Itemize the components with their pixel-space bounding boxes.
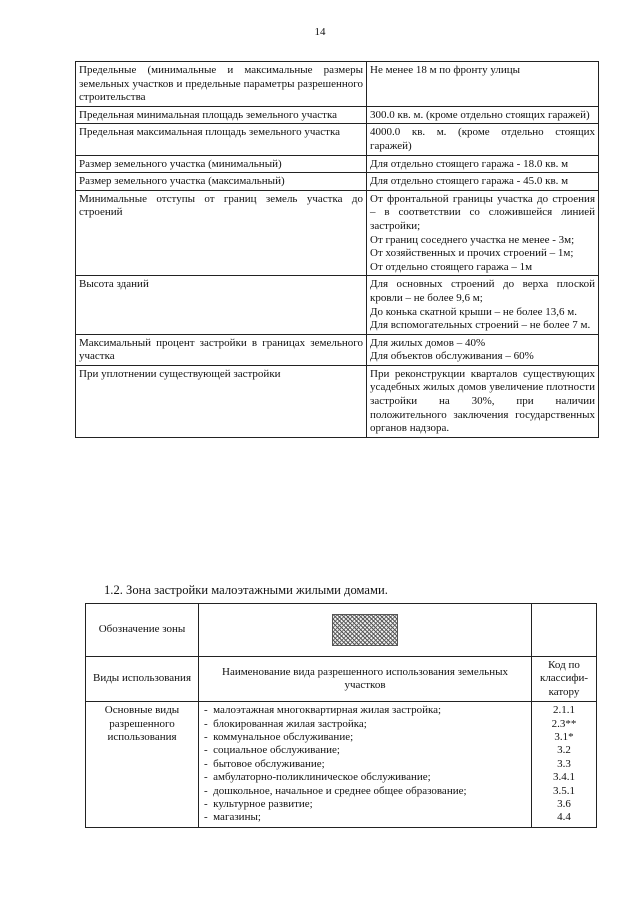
use-code: 3.3: [557, 757, 571, 770]
param-value-cell: [367, 124, 599, 155]
params-row: [76, 173, 599, 191]
param-value-cell: [367, 190, 599, 276]
param-value: Не менее 18 м по фронту улицы: [370, 64, 521, 76]
param-value: До конька скатной крыши – не более 13,6 м.: [370, 305, 578, 318]
param-label: При уплотнении существующей застройки: [76, 365, 367, 437]
param-value: Для вспомогательных строений – не более 7 м.: [370, 319, 591, 332]
param-value: 300.0 кв. м. (кроме отдельно стоящих гаражей): [370, 108, 590, 121]
param-value-cell: [367, 365, 599, 437]
param-value: От границ соседнего участка не менее - 3м;: [370, 233, 575, 246]
zone-label: Обозначение зоны: [86, 604, 199, 657]
col2-header: Наименование вида разрешенного использования земельных участков: [199, 657, 532, 702]
params-row: [76, 62, 599, 107]
use-code: 3.5.1: [553, 784, 575, 797]
use-item: - бытовое обслуживание;: [204, 758, 528, 771]
param-label: Предельная максимальная площадь земельного участка: [76, 124, 367, 155]
use-item: - культурное развитие;: [204, 798, 528, 811]
uses-row: [86, 702, 597, 828]
use-item: - коммунальное обслуживание;: [204, 731, 528, 744]
zone-hatch-symbol: [332, 614, 398, 646]
use-code: 3.1*: [554, 731, 574, 744]
zone-table: [85, 603, 597, 828]
param-label: Высота зданий: [76, 276, 367, 334]
zone-row: [86, 604, 597, 657]
param-label: Минимальные отступы от границ земель участка до строений: [76, 190, 367, 276]
param-value: Для жилых домов – 40%: [370, 336, 486, 349]
param-value-cell: [367, 106, 599, 124]
use-code: 3.2: [557, 744, 571, 757]
param-value: Для отдельно стоящего гаража - 18.0 кв. м: [370, 157, 569, 170]
group-label: Основные виды разрешенного использования: [86, 702, 199, 828]
use-item: - малоэтажная многоквартирная жилая застройка;: [204, 704, 528, 717]
param-value-cell: [367, 173, 599, 191]
params-row: [76, 124, 599, 155]
param-value: Для объектов обслуживания – 60%: [370, 350, 534, 363]
uses-cell: [199, 702, 532, 828]
col3-header: Код по классифи-катору: [532, 657, 597, 702]
params-row: [76, 276, 599, 334]
use-item: - дошкольное, начальное и среднее общее образование;: [204, 785, 528, 798]
use-item: - магазины;: [204, 811, 528, 824]
header-row: [86, 657, 597, 702]
params-row: [76, 106, 599, 124]
use-code: 3.6: [557, 798, 571, 811]
param-value-cell: [367, 62, 599, 107]
use-item: - социальное обслуживание;: [204, 744, 528, 757]
param-label: Предельная минимальная площадь земельного участка: [76, 106, 367, 124]
use-item: - блокированная жилая застройка;: [204, 718, 528, 731]
section-heading: 1.2. Зона застройки малоэтажными жилыми домами.: [104, 583, 388, 597]
param-value: От хозяйственных и прочих строений – 1м;: [370, 247, 574, 260]
use-code: 3.4.1: [553, 771, 575, 784]
param-value: При реконструкции кварталов существующих усадебных жилых домов увеличение плотности застройки на 30%, при наличии положительного заключения государственных органов надзора.: [370, 367, 595, 435]
zone-symbol-cell: [199, 604, 532, 657]
param-value-cell: [367, 155, 599, 173]
param-label: Предельные (минимальные и максимальные размеры земельных участков и предельные параметры разрешенного строительства: [76, 62, 367, 107]
use-code: 2.3**: [551, 717, 577, 730]
params-row: [76, 334, 599, 365]
params-row: [76, 155, 599, 173]
use-code: 2.1.1: [553, 704, 575, 717]
param-label: Размер земельного участка (максимальный): [76, 173, 367, 191]
param-value: 4000.0 кв. м. (кроме отдельно стоящих гаражей): [370, 126, 595, 152]
params-table: [75, 61, 599, 438]
codes-cell: [532, 702, 597, 828]
param-label: Размер земельного участка (минимальный): [76, 155, 367, 173]
zone-empty-cell: [532, 604, 597, 657]
codes-list: [535, 704, 593, 825]
params-row: [76, 190, 599, 276]
uses-list: [202, 704, 528, 825]
use-code: 4.4: [557, 811, 571, 824]
param-value: Для отдельно стоящего гаража - 45.0 кв. м: [370, 175, 569, 188]
param-label: Максимальный процент застройки в границах земельного участка: [76, 334, 367, 365]
param-value-cell: [367, 276, 599, 334]
page-number: 14: [314, 26, 326, 38]
use-item: - амбулаторно-поликлиническое обслуживание;: [204, 771, 528, 784]
param-value: От отдельно стоящего гаража – 1м: [370, 260, 533, 273]
param-value: Для основных строений до верха плоской кровли – не более 9,6 м;: [370, 278, 595, 304]
col1-header: Виды использования: [86, 657, 199, 702]
params-row: [76, 365, 599, 437]
param-value: От фронтальной границы участка до строения – в соответствии со сложившейся линией застройки;: [370, 192, 595, 232]
param-value-cell: [367, 334, 599, 365]
